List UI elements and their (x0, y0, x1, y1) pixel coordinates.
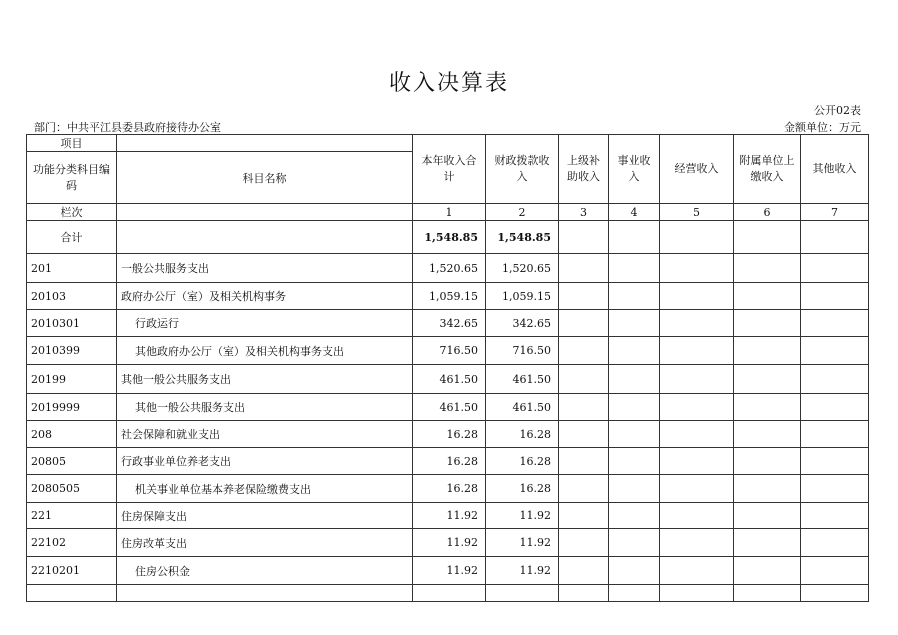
table-row (27, 254, 869, 283)
row-superior-subsidy (559, 448, 609, 475)
header-total-income: 本年收入合计 (413, 135, 486, 204)
row-code: 2010399 (27, 337, 117, 365)
row-operating-income (660, 365, 734, 394)
row-affiliated-income (734, 337, 801, 365)
row-subject-name: 行政事业单位养老支出 (117, 448, 413, 475)
row-business-income (609, 283, 660, 310)
header-project: 项目 (27, 135, 117, 152)
row-subject-name: 其他一般公共服务支出 (117, 365, 413, 394)
row-business-income (609, 529, 660, 557)
row-other-income (801, 475, 869, 503)
row-other-income (801, 448, 869, 475)
row-total-income: 1,520.65 (413, 254, 486, 283)
row-operating-income (660, 475, 734, 503)
row-business-income (609, 254, 660, 283)
row-fiscal-allocation: 11.92 (486, 529, 559, 557)
row-business-income (609, 337, 660, 365)
row-subject-name: 住房公积金 (117, 557, 413, 585)
row-operating-income (660, 503, 734, 529)
row-affiliated-income (734, 283, 801, 310)
header-operating-income: 经营收入 (660, 135, 734, 204)
row-operating-income (660, 310, 734, 337)
row-operating-income (660, 254, 734, 283)
row-fiscal-allocation: 342.65 (486, 310, 559, 337)
row-affiliated-income (734, 310, 801, 337)
row-superior-subsidy (559, 310, 609, 337)
total-row-label: 合计 (27, 221, 117, 254)
row-superior-subsidy (559, 529, 609, 557)
row-operating-income (660, 337, 734, 365)
row-subject-name: 其他政府办公厅（室）及相关机构事务支出 (117, 337, 413, 365)
row-fiscal-allocation: 16.28 (486, 448, 559, 475)
header-superior-subsidy: 上级补助收入 (559, 135, 609, 204)
row-total-income: 716.50 (413, 337, 486, 365)
row-other-income (801, 557, 869, 585)
row-total-income: 11.92 (413, 557, 486, 585)
row-fiscal-allocation: 1,059.15 (486, 283, 559, 310)
row-subject-name: 机关事业单位基本养老保险缴费支出 (117, 475, 413, 503)
table-row (27, 283, 869, 310)
row-total-income: 16.28 (413, 421, 486, 448)
row-subject-name: 政府办公厅（室）及相关机构事务 (117, 283, 413, 310)
row-superior-subsidy (559, 421, 609, 448)
row-business-income (609, 475, 660, 503)
row-other-income (801, 310, 869, 337)
column-number: 7 (801, 204, 869, 221)
row-total-income: 16.28 (413, 475, 486, 503)
row-business-income (609, 448, 660, 475)
row-affiliated-income (734, 503, 801, 529)
column-number: 6 (734, 204, 801, 221)
row-total-income: 11.92 (413, 529, 486, 557)
table-row (27, 421, 869, 448)
row-fiscal-allocation: 11.92 (486, 503, 559, 529)
row-subject-name: 住房保障支出 (117, 503, 413, 529)
row-subject-name: 其他一般公共服务支出 (117, 394, 413, 421)
row-total-income: 461.50 (413, 394, 486, 421)
row-affiliated-income (734, 421, 801, 448)
row-code: 20199 (27, 365, 117, 394)
row-total-income: 342.65 (413, 310, 486, 337)
row-business-income (609, 310, 660, 337)
row-other-income (801, 503, 869, 529)
row-code: 2019999 (27, 394, 117, 421)
row-superior-subsidy (559, 475, 609, 503)
column-number: 4 (609, 204, 660, 221)
row-code: 201 (27, 254, 117, 283)
row-superior-subsidy (559, 365, 609, 394)
row-affiliated-income (734, 475, 801, 503)
header-fiscal-allocation: 财政拨款收入 (486, 135, 559, 204)
row-fiscal-allocation: 16.28 (486, 475, 559, 503)
row-subject-name: 社会保障和就业支出 (117, 421, 413, 448)
row-subject-name: 一般公共服务支出 (117, 254, 413, 283)
header-other-income: 其他收入 (801, 135, 869, 204)
row-total-income: 11.92 (413, 503, 486, 529)
total-income-total: 1,548.85 (413, 221, 486, 254)
row-subject-name: 行政运行 (117, 310, 413, 337)
row-code: 2010301 (27, 310, 117, 337)
row-affiliated-income (734, 254, 801, 283)
row-affiliated-income (734, 394, 801, 421)
row-operating-income (660, 529, 734, 557)
row-code: 221 (27, 503, 117, 529)
column-number: 2 (486, 204, 559, 221)
row-operating-income (660, 283, 734, 310)
header-business-income: 事业收入 (609, 135, 660, 204)
row-other-income (801, 254, 869, 283)
row-operating-income (660, 557, 734, 585)
row-code: 2210201 (27, 557, 117, 585)
row-fiscal-allocation: 16.28 (486, 421, 559, 448)
row-total-income: 1,059.15 (413, 283, 486, 310)
table-row (27, 475, 869, 503)
amount-unit-label: 金额单位：万元 (784, 121, 861, 134)
row-superior-subsidy (559, 283, 609, 310)
row-code: 20805 (27, 448, 117, 475)
row-affiliated-income (734, 448, 801, 475)
row-code: 2080505 (27, 475, 117, 503)
row-subject-name: 住房改革支出 (117, 529, 413, 557)
row-superior-subsidy (559, 503, 609, 529)
row-total-income: 461.50 (413, 365, 486, 394)
row-affiliated-income (734, 557, 801, 585)
row-other-income (801, 421, 869, 448)
row-other-income (801, 337, 869, 365)
department-label: 部门：中共平江县委县政府接待办公室 (34, 121, 221, 134)
table-row (27, 448, 869, 475)
table-row (27, 503, 869, 529)
row-superior-subsidy (559, 557, 609, 585)
row-superior-subsidy (559, 254, 609, 283)
row-code: 20103 (27, 283, 117, 310)
column-number: 1 (413, 204, 486, 221)
row-business-income (609, 421, 660, 448)
table-row (27, 310, 869, 337)
row-affiliated-income (734, 529, 801, 557)
row-code: 208 (27, 421, 117, 448)
row-fiscal-allocation: 11.92 (486, 557, 559, 585)
table-row (27, 365, 869, 394)
row-superior-subsidy (559, 337, 609, 365)
table-row (27, 394, 869, 421)
income-final-accounts-table (26, 134, 869, 602)
row-code: 22102 (27, 529, 117, 557)
total-fiscal-total: 1,548.85 (486, 221, 559, 254)
header-subject-name: 科目名称 (117, 152, 413, 204)
table-row (27, 529, 869, 557)
row-business-income (609, 365, 660, 394)
row-total-income: 16.28 (413, 448, 486, 475)
row-other-income (801, 529, 869, 557)
row-operating-income (660, 394, 734, 421)
row-operating-income (660, 421, 734, 448)
row-business-income (609, 503, 660, 529)
table-row (27, 557, 869, 585)
column-number-label: 栏次 (27, 204, 117, 221)
row-fiscal-allocation: 716.50 (486, 337, 559, 365)
row-operating-income (660, 448, 734, 475)
row-business-income (609, 394, 660, 421)
row-affiliated-income (734, 365, 801, 394)
row-business-income (609, 557, 660, 585)
page-title: 收入决算表 (388, 71, 509, 96)
header-function-code: 功能分类科目编码 (27, 152, 117, 204)
row-other-income (801, 394, 869, 421)
header-affiliated-income: 附属单位上缴收入 (734, 135, 801, 204)
row-fiscal-allocation: 1,520.65 (486, 254, 559, 283)
column-number: 5 (660, 204, 734, 221)
row-other-income (801, 365, 869, 394)
row-superior-subsidy (559, 394, 609, 421)
data-rows (27, 254, 869, 585)
row-fiscal-allocation: 461.50 (486, 394, 559, 421)
row-other-income (801, 283, 869, 310)
column-number: 3 (559, 204, 609, 221)
table-row (27, 337, 869, 365)
row-fiscal-allocation: 461.50 (486, 365, 559, 394)
form-number: 公开02表 (814, 104, 861, 117)
